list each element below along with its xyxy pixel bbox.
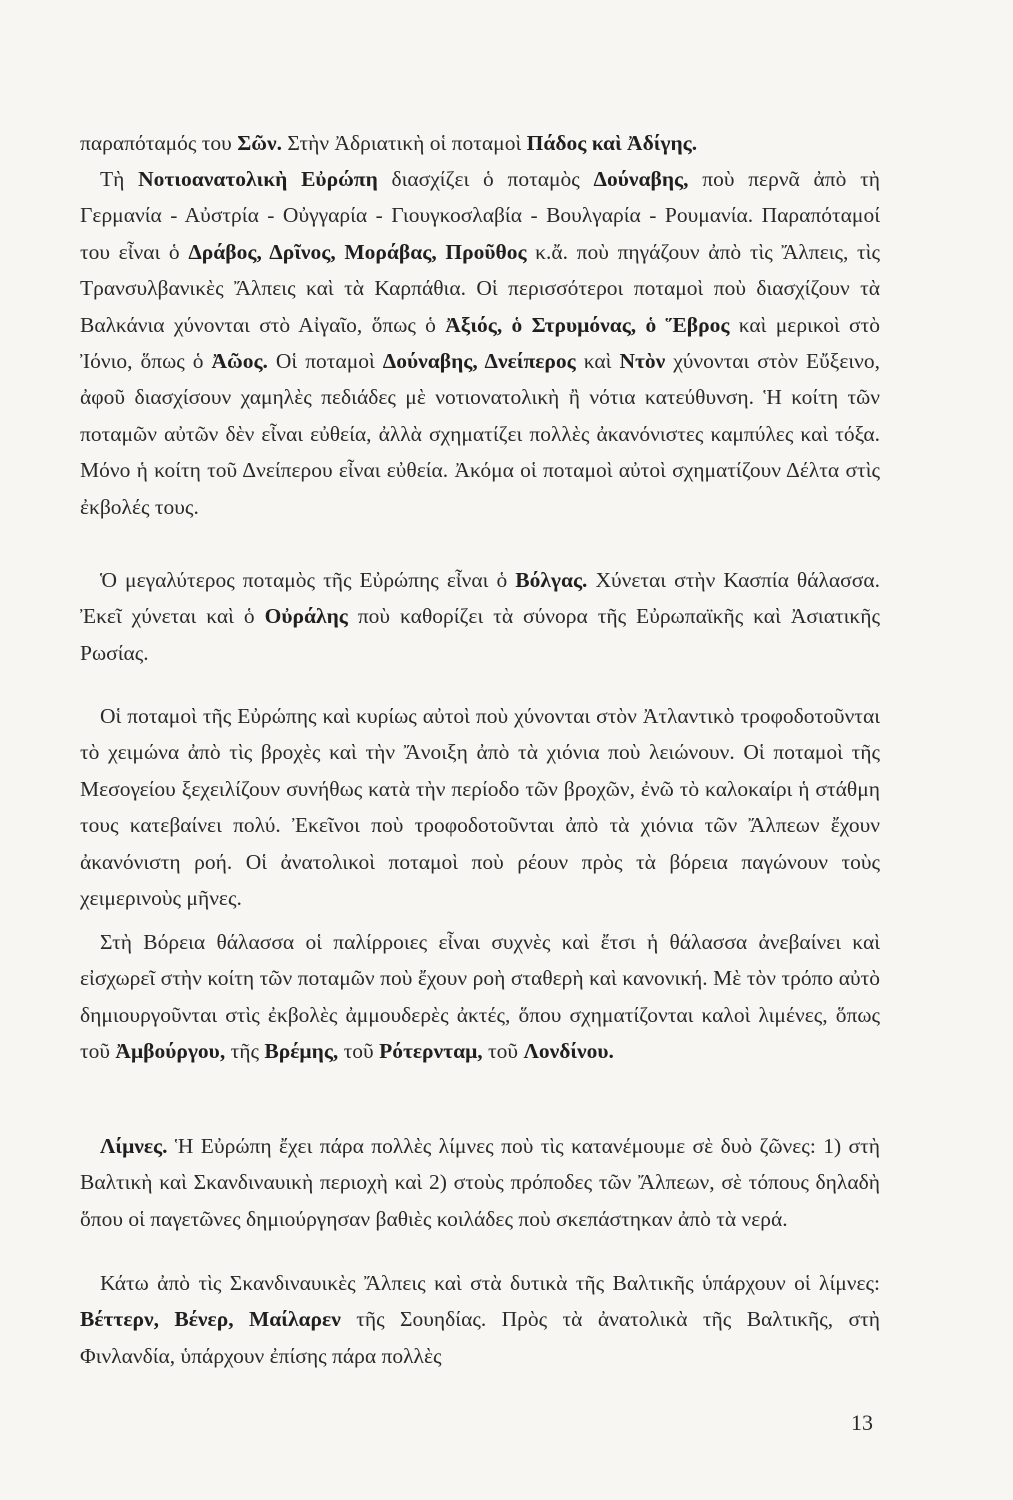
- text-run: Ἡ Εὐρώπη ἔχει πάρα πολλὲς λίμνες ποὺ τὶς κατανέμουμε σὲ δυὸ ζῶνες: 1) στὴ Βαλτικὴ καὶ Σκανδιναυικὴ περιοχὴ καὶ 2) στοὺς πρόποδες τῶν Ἄλπεων, σὲ τόπους δηλαδὴ ὅπου οἱ παγετῶνες δημιούργησαν βαθιὲς κοιλάδες ποὺ σκεπάστηκαν ἀπὸ τὰ νερά.: [80, 1134, 880, 1231]
- text-run: Ὁ μεγαλύτερος ποταμὸς τῆς Εὐρώπης εἶναι ὁ: [100, 568, 516, 592]
- bold-term: Πάδος καὶ Ἀδίγης.: [526, 131, 698, 155]
- text-run: τῆς Σουηδίας. Πρὸς τὰ ἀνατολικὰ τῆς Βαλτικῆς, στὴ Φινλανδία, ὑπάρχουν ἐπίσης πάρα πολλὲς: [80, 1307, 880, 1368]
- bold-term: Λίμνες.: [100, 1134, 168, 1158]
- page-number: 13: [851, 1410, 873, 1435]
- text-run: τῆς: [225, 1039, 265, 1064]
- bold-term: Δούναβης,: [593, 167, 689, 191]
- bold-term: Βρέμης,: [264, 1039, 339, 1064]
- text-run: διασχίζει ὁ ποταμὸς: [377, 167, 594, 191]
- text-run: Τὴ: [100, 167, 139, 191]
- paragraph-southeast-europe: [80, 161, 880, 525]
- bold-term: Ἀῶος.: [211, 349, 268, 374]
- text-run: καὶ μερικοὶ στὸ Ἰόνιο, ὅπως ὁ: [80, 312, 881, 374]
- bold-term: Δράβος, Δρῖνος, Μοράβας, Προῦθος: [188, 239, 527, 264]
- text-run: τοῦ: [482, 1039, 524, 1064]
- bold-term: Νοτιοανατολικὴ Εὐρώπη: [138, 167, 378, 191]
- text-run: Κάτω ἀπὸ τὶς Σκανδιναυικὲς Ἄλπεις καὶ στὰ δυτικὰ τῆς Βαλτικῆς ὑπάρχουν οἱ λίμνες:: [100, 1271, 880, 1295]
- text-run: κ.ἄ. ποὺ πηγάζουν ἀπὸ τὶς Ἄλπεις, τὶς Τρανσυλβανικὲς Ἄλπεις καὶ τὰ Καρπάθια. Οἱ περισσότεροι ποταμοὶ ποὺ διασχίζουν τὰ Βαλκάνια χύνονται στὸ Αἰγαῖο, ὅπως ὁ: [80, 239, 880, 337]
- bold-term: Ρότερνταμ,: [379, 1039, 483, 1064]
- paragraph-river-feeding: [80, 698, 880, 916]
- text-run: Χύνεται στὴν Κασπία θάλασσα. Ἐκεῖ χύνεται καὶ ὁ: [80, 568, 880, 629]
- text-run: Οἱ ποταμοὶ: [267, 349, 383, 374]
- bold-term: Λονδίνου.: [523, 1039, 614, 1064]
- text-run: Στὴ Βόρεια θάλασσα οἱ παλίρροιες εἶναι συχνὲς καὶ ἔτσι ἡ θάλασσα ἀνεβαίνει καὶ εἰσχωρεῖ στὴν κοίτη τῶν ποταμῶν ποὺ ἔχουν ροὴ σταθερὴ καὶ κανονική. Μὲ τὸν τρόπο αὐτὸ δημιουργοῦνται στὶς ἐκβολὲς ἀμμουδερὲς ἀκτές, ὅπου σχηματίζονται καλοὶ λιμένες, ὅπως τοῦ: [80, 930, 880, 1064]
- text-run: καὶ: [575, 349, 620, 374]
- paragraph-rivers-adriatic: [80, 125, 880, 161]
- paragraph-scandinavian-lakes: [80, 1265, 880, 1374]
- bold-term: Βέττερν, Βένερ, Μαίλαρεν: [80, 1307, 341, 1332]
- text-run: ποὺ καθορίζει τὰ σύνορα τῆς Εὐρωπαϊκῆς καὶ Ἀσιατικῆς Ρωσίας.: [80, 604, 880, 665]
- text-run: Οἱ ποταμοὶ τῆς Εὐρώπης καὶ κυρίως αὐτοὶ ποὺ χύνονται στὸν Ἀτλαντικὸ τροφοδοτοῦνται τὸ χειμώνα ἀπὸ τὶς βροχὲς καὶ τὴν Ἄνοιξη ἀπὸ τὰ χιόνια ποὺ λειώνουν. Οἱ ποταμοὶ τῆς Μεσογείου ξεχειλίζουν συνήθως κατὰ τὴν περίοδο τῶν βροχῶν, ἐνῶ τὸ καλοκαίρι ἡ στάθμη τους κατεβαίνει πολύ. Ἐκεῖνοι ποὺ τροφοδοτοῦνται ἀπὸ τὰ χιόνια τῶν Ἄλπεων ἔχουν ἀκανόνιστη ροή. Οἱ ἀνατολικοὶ ποταμοὶ ποὺ ρέουν πρὸς τὰ βόρεια παγώνουν τοὺς χειμερινοὺς μῆνες.: [80, 704, 880, 911]
- bold-term: Ἀξιός, ὁ Στρυμόνας, ὁ Ἕβρος: [445, 312, 730, 337]
- text-run: Στὴν Ἀδριατικὴ οἱ ποταμοὶ: [281, 131, 527, 155]
- bold-term: Σῶν.: [237, 131, 282, 155]
- text-run: ποὺ περνᾶ ἀπὸ τὴ Γερμανία - Αὐστρία - Οὐγγαρία - Γιουγκοσλαβία - Βουλγαρία - Ρουμανία. Παραπόταμοί του εἶναι ὁ: [80, 167, 880, 264]
- text-run: παραπόταμός του: [80, 131, 238, 155]
- bold-term: Ἀμβούργου,: [115, 1039, 226, 1064]
- paragraph-lakes: [80, 1128, 880, 1237]
- paragraph-volga: [80, 562, 880, 671]
- bold-term: Δούναβης, Δνείπερος: [382, 349, 576, 374]
- bold-term: Οὐράλης: [264, 604, 348, 629]
- paragraph-north-sea-tides: [80, 924, 880, 1070]
- text-run: χύνονται στὸν Εὔξεινο, ἀφοῦ διασχίσουν χαμηλὲς πεδιάδες μὲ νοτιονατολικὴ ἢ νότια κατεύθυνση. Ἡ κοίτη τῶν ποταμῶν αὐτῶν δὲν εἶναι εὐθεία, ἀλλὰ σχηματίζει πολλὲς ἀκανόνιστες καμπύλες καὶ τόξα. Μόνο ἡ κοίτη τοῦ Δνείπερου εἶναι εὐθεία. Ἀκόμα οἱ ποταμοὶ αὐτοὶ σχηματίζουν Δέλτα στὶς ἐκβολές τους.: [80, 349, 880, 519]
- bold-term: Βόλγας.: [515, 568, 588, 592]
- text-run: τοῦ: [338, 1039, 380, 1064]
- bold-term: Ντὸν: [619, 349, 666, 374]
